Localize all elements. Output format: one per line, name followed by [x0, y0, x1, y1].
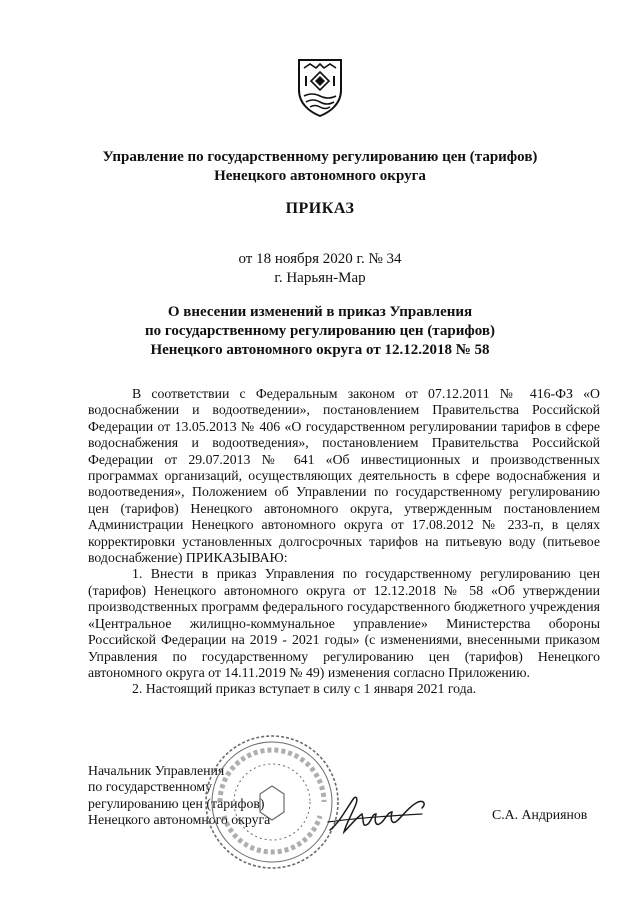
signer-title-line-1: Начальник Управления: [88, 763, 225, 778]
signer-title-line-3: регулированию цен (тарифов): [88, 795, 265, 811]
signature-icon: [326, 792, 430, 838]
document-place: г. Нарьян-Мар: [274, 270, 366, 286]
clause-2-paragraph: 2. Настоящий приказ вступает в силу с 1 января 2021 года.: [132, 681, 477, 697]
authority-line-1: Управление по государственному регулированию цен (тарифов): [102, 149, 538, 165]
document-title: [60, 303, 580, 360]
document-date: от 18 ноября 2020 г. № 34: [238, 251, 402, 267]
title-line-2: по государственному регулированию цен (тарифов): [145, 323, 495, 339]
authority-line-2: Ненецкого автономного округа: [214, 168, 426, 184]
signer-name: С.А. Андриянов: [492, 807, 588, 822]
document-body: [88, 386, 600, 698]
preamble-paragraph: В соответствии с Федеральным законом от 07.12.2011 № 416-ФЗ «О водоснабжении и водоотведении», постановлением Правительства Российской Федерации от 13.05.2013 № 406 «О государственном регулировании тарифов в сфере водоснабжения и водоотведения», постановлением Правительства Российской Федерации от 29.07.2013 № 641 «Об инвестиционных и производственных программах организаций, осуществляющих деятельность в сфере водоснабжения и водоотведения», Положением об Управлении по государственному регулированию цен (тарифов) Ненецкого автономного округа, утвержденным постановлением Администрации Ненецкого автономного округа от 17.08.2012 № 233-п, в целях корректировки установленных долгосрочных тарифов на питьевую воду (питьевое водоснабжение) ПРИКАЗЫВАЮ:: [88, 386, 600, 566]
coat-of-arms-icon: [296, 56, 344, 118]
signer-title-line-4: Ненецкого автономного округа: [88, 812, 271, 828]
official-seal-icon: [202, 732, 342, 872]
document-type: ПРИКАЗ: [285, 200, 355, 217]
document-date-block: [0, 250, 640, 288]
signer-title-line-2: по государственному: [88, 779, 213, 795]
issuing-authority: [60, 148, 580, 186]
title-line-1: О внесении изменений в приказ Управления: [167, 304, 473, 320]
clause-1-paragraph: 1. Внести в приказ Управления по государственному регулированию цен (тарифов) Ненецкого автономного округа от 12.12.2018 № 58 «Об утверждении производственных программ федерального государственного бюджетного учреждения «Центральное жилищно-коммунальное управление» Министерства обороны Российской Федерации на 2019 - 2021 годы» (с изменениями, внесенными приказом Управления по государственному регулированию цен (тарифов) Ненецкого автономного округа от 14.11.2019 № 49) изменения согласно Приложению.: [88, 566, 600, 680]
title-line-3: Ненецкого автономного округа от 12.12.2018 № 58: [150, 342, 490, 358]
